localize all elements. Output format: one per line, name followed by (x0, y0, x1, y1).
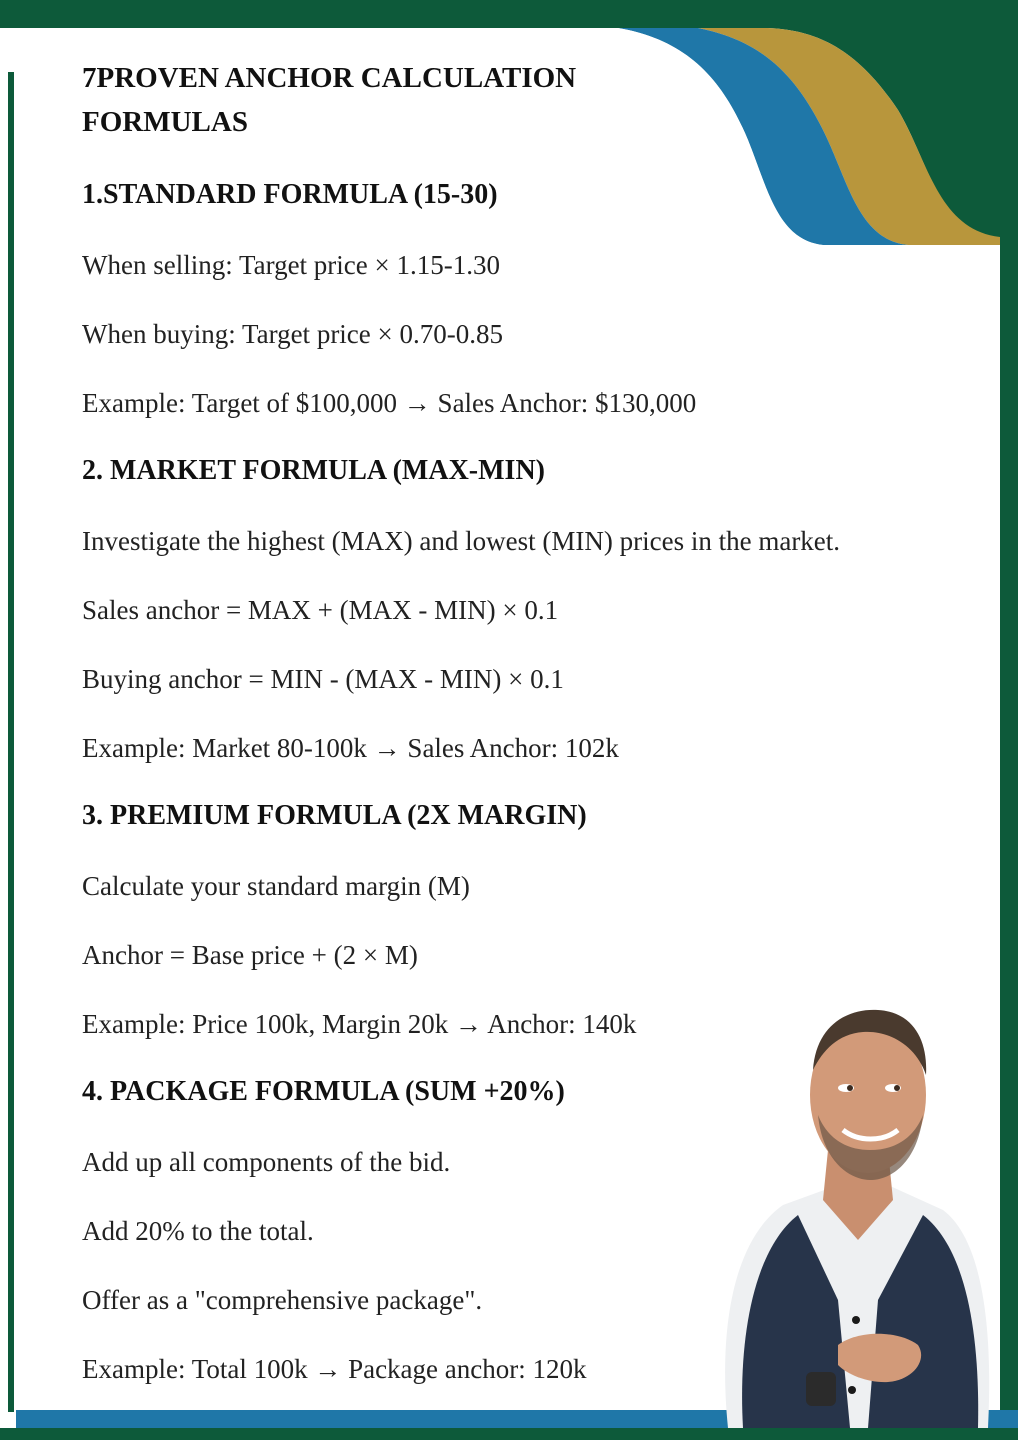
vest-button-1 (852, 1316, 860, 1324)
market-line-buying-anchor: Buying anchor = MIN - (MAX - MIN) × 0.1 (82, 664, 564, 694)
package-line-add-percent: Add 20% to the total. (82, 1216, 314, 1246)
premium-line-example: Example: Price 100k, Margin 20k → Anchor: 140k (82, 1009, 637, 1039)
left-accent-line (8, 72, 14, 1412)
section-heading-premium: 3. PREMIUM FORMULA (2X MARGIN) (82, 800, 587, 831)
section-heading-standard: 1.STANDARD FORMULA (15-30) (82, 179, 498, 210)
market-line-sales-anchor: Sales anchor = MAX + (MAX - MIN) × 0.1 (82, 595, 559, 625)
vest-button-3 (848, 1386, 856, 1394)
page-title: 7PROVEN ANCHOR CALCULATION FORMULAS (82, 62, 577, 138)
section-heading-package: 4. PACKAGE FORMULA (SUM +20%) (82, 1076, 565, 1107)
package-line-add-components: Add up all components of the bid. (82, 1147, 451, 1177)
portrait-watch (806, 1372, 836, 1406)
bottom-green-stripe (0, 1428, 1018, 1440)
standard-line-buying: When buying: Target price × 0.70-0.85 (82, 319, 503, 349)
market-line-example: Example: Market 80-100k → Sales Anchor: 102k (82, 733, 619, 763)
market-line-investigate: Investigate the highest (MAX) and lowest (MIN) prices in the market. (82, 526, 841, 556)
presenter-portrait (688, 1000, 1000, 1428)
premium-line-anchor: Anchor = Base price + (2 × M) (82, 940, 418, 970)
premium-line-margin: Calculate your standard margin (M) (82, 871, 470, 901)
package-line-example: Example: Total 100k → Package anchor: 120k (82, 1354, 587, 1384)
package-line-offer: Offer as a "comprehensive package". (82, 1285, 483, 1315)
standard-line-selling: When selling: Target price × 1.15-1.30 (82, 250, 500, 280)
standard-line-example: Example: Target of $100,000 → Sales Anchor: $130,000 (82, 388, 697, 418)
portrait-right-pupil (894, 1085, 900, 1091)
section-heading-market: 2. MARKET FORMULA (MAX-MIN) (82, 455, 545, 486)
portrait-left-pupil (847, 1085, 853, 1091)
